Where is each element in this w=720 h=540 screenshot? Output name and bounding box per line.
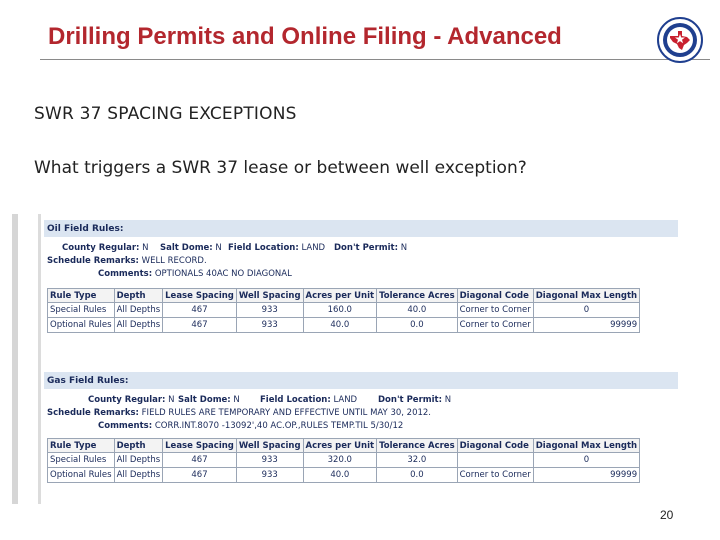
col-diagonal-max-length: Diagonal Max Length <box>533 289 639 303</box>
schedule-remarks-value: FIELD RULES ARE TEMPORARY AND EFFECTIVE UNTIL MAY 30, 2012. <box>141 408 432 418</box>
col-depth: Depth <box>114 439 163 453</box>
field-location-value: LAND <box>301 243 326 253</box>
cell-diagonal-code: Corner to Corner <box>457 318 533 333</box>
cell-rule-type: Special Rules <box>48 453 115 468</box>
col-diagonal-code: Diagonal Code <box>457 289 533 303</box>
comments-value: CORR.INT.8070 -13092',40 AC.OP.,RULES TEMP.TIL 5/30/12 <box>154 421 404 431</box>
dont-permit-label: Don't Permit: <box>378 395 442 405</box>
cell-tolerance-acres: 32.0 <box>377 453 458 468</box>
cell-diagonal-max-length: 0 <box>533 303 639 318</box>
cell-depth: All Depths <box>114 303 163 318</box>
salt-dome-value: N <box>233 395 240 405</box>
dont-permit-label: Don't Permit: <box>334 243 398 253</box>
field-rules-screenshot <box>12 214 678 504</box>
cell-depth: All Depths <box>114 453 163 468</box>
table-row <box>48 318 640 333</box>
cell-well-spacing: 933 <box>236 468 303 483</box>
cell-tolerance-acres: 40.0 <box>377 303 458 318</box>
col-tolerance-acres: Tolerance Acres <box>377 289 458 303</box>
col-well-spacing: Well Spacing <box>236 439 303 453</box>
cell-well-spacing: 933 <box>236 318 303 333</box>
schedule-remarks-value: WELL RECORD. <box>141 256 207 266</box>
cell-well-spacing: 933 <box>236 453 303 468</box>
county-regular-label: County Regular: <box>88 395 166 405</box>
cell-tolerance-acres: 0.0 <box>377 468 458 483</box>
cell-diagonal-max-length: 99999 <box>533 318 639 333</box>
cell-depth: All Depths <box>114 468 163 483</box>
gas-rules-table <box>47 438 640 483</box>
oil-rules-table <box>47 288 640 333</box>
screenshot-inner-border <box>38 214 41 504</box>
county-regular-value: N <box>168 395 175 405</box>
oil-field-rules-panel <box>44 220 678 330</box>
cell-diagonal-max-length: 99999 <box>533 468 639 483</box>
oil-field-meta <box>44 237 678 283</box>
schedule-remarks-label: Schedule Remarks: <box>47 408 139 418</box>
cell-lease-spacing: 467 <box>163 468 237 483</box>
field-location-label: Field Location: <box>260 395 331 405</box>
table-header-row <box>48 439 640 453</box>
cell-lease-spacing: 467 <box>163 303 237 318</box>
section-heading: SWR 37 SPACING EXCEPTIONS <box>34 104 297 124</box>
cell-acres-per-unit: 40.0 <box>303 468 377 483</box>
field-location-label: Field Location: <box>228 243 299 253</box>
cell-rule-type: Optional Rules <box>48 468 115 483</box>
cell-acres-per-unit: 40.0 <box>303 318 377 333</box>
salt-dome-label: Salt Dome: <box>160 243 213 253</box>
title-divider <box>40 59 710 60</box>
cell-rule-type: Optional Rules <box>48 318 115 333</box>
table-row <box>48 303 640 318</box>
oil-panel-header: Oil Field Rules: <box>44 220 678 237</box>
col-acres-per-unit: Acres per Unit <box>303 439 377 453</box>
salt-dome-label: Salt Dome: <box>178 395 231 405</box>
col-tolerance-acres: Tolerance Acres <box>377 439 458 453</box>
screenshot-left-border <box>12 214 18 504</box>
gas-field-rules-panel <box>44 372 678 480</box>
cell-acres-per-unit: 160.0 <box>303 303 377 318</box>
cell-lease-spacing: 467 <box>163 453 237 468</box>
col-depth: Depth <box>114 289 163 303</box>
table-row <box>48 453 640 468</box>
salt-dome-value: N <box>215 243 222 253</box>
table-header-row <box>48 289 640 303</box>
col-well-spacing: Well Spacing <box>236 289 303 303</box>
col-rule-type: Rule Type <box>48 289 115 303</box>
col-lease-spacing: Lease Spacing <box>163 289 237 303</box>
cell-diagonal-max-length: 0 <box>533 453 639 468</box>
cell-diagonal-code <box>457 453 533 468</box>
schedule-remarks-label: Schedule Remarks: <box>47 256 139 266</box>
dont-permit-value: N <box>444 395 452 405</box>
col-rule-type: Rule Type <box>48 439 115 453</box>
col-acres-per-unit: Acres per Unit <box>303 289 377 303</box>
dont-permit-value: N <box>400 243 408 253</box>
col-lease-spacing: Lease Spacing <box>163 439 237 453</box>
col-diagonal-max-length: Diagonal Max Length <box>533 439 639 453</box>
comments-value: OPTIONALS 40AC NO DIAGONAL <box>154 269 292 279</box>
cell-well-spacing: 933 <box>236 303 303 318</box>
cell-acres-per-unit: 320.0 <box>303 453 377 468</box>
county-regular-label: County Regular: <box>62 243 140 253</box>
cell-depth: All Depths <box>114 318 163 333</box>
texas-seal-icon <box>656 16 704 64</box>
county-regular-value: N <box>142 243 149 253</box>
cell-rule-type: Special Rules <box>48 303 115 318</box>
cell-tolerance-acres: 0.0 <box>377 318 458 333</box>
field-location-value: LAND <box>333 395 358 405</box>
slide-title: Drilling Permits and Online Filing - Advanced <box>48 23 562 50</box>
gas-field-meta <box>44 389 678 435</box>
cell-lease-spacing: 467 <box>163 318 237 333</box>
cell-diagonal-code: Corner to Corner <box>457 468 533 483</box>
gas-panel-header: Gas Field Rules: <box>44 372 678 389</box>
cell-diagonal-code: Corner to Corner <box>457 303 533 318</box>
table-row <box>48 468 640 483</box>
col-diagonal-code: Diagonal Code <box>457 439 533 453</box>
comments-label: Comments: <box>98 421 153 431</box>
question-text: What triggers a SWR 37 lease or between well exception? <box>34 158 527 178</box>
page-number: 20 <box>660 508 674 522</box>
comments-label: Comments: <box>98 269 153 279</box>
